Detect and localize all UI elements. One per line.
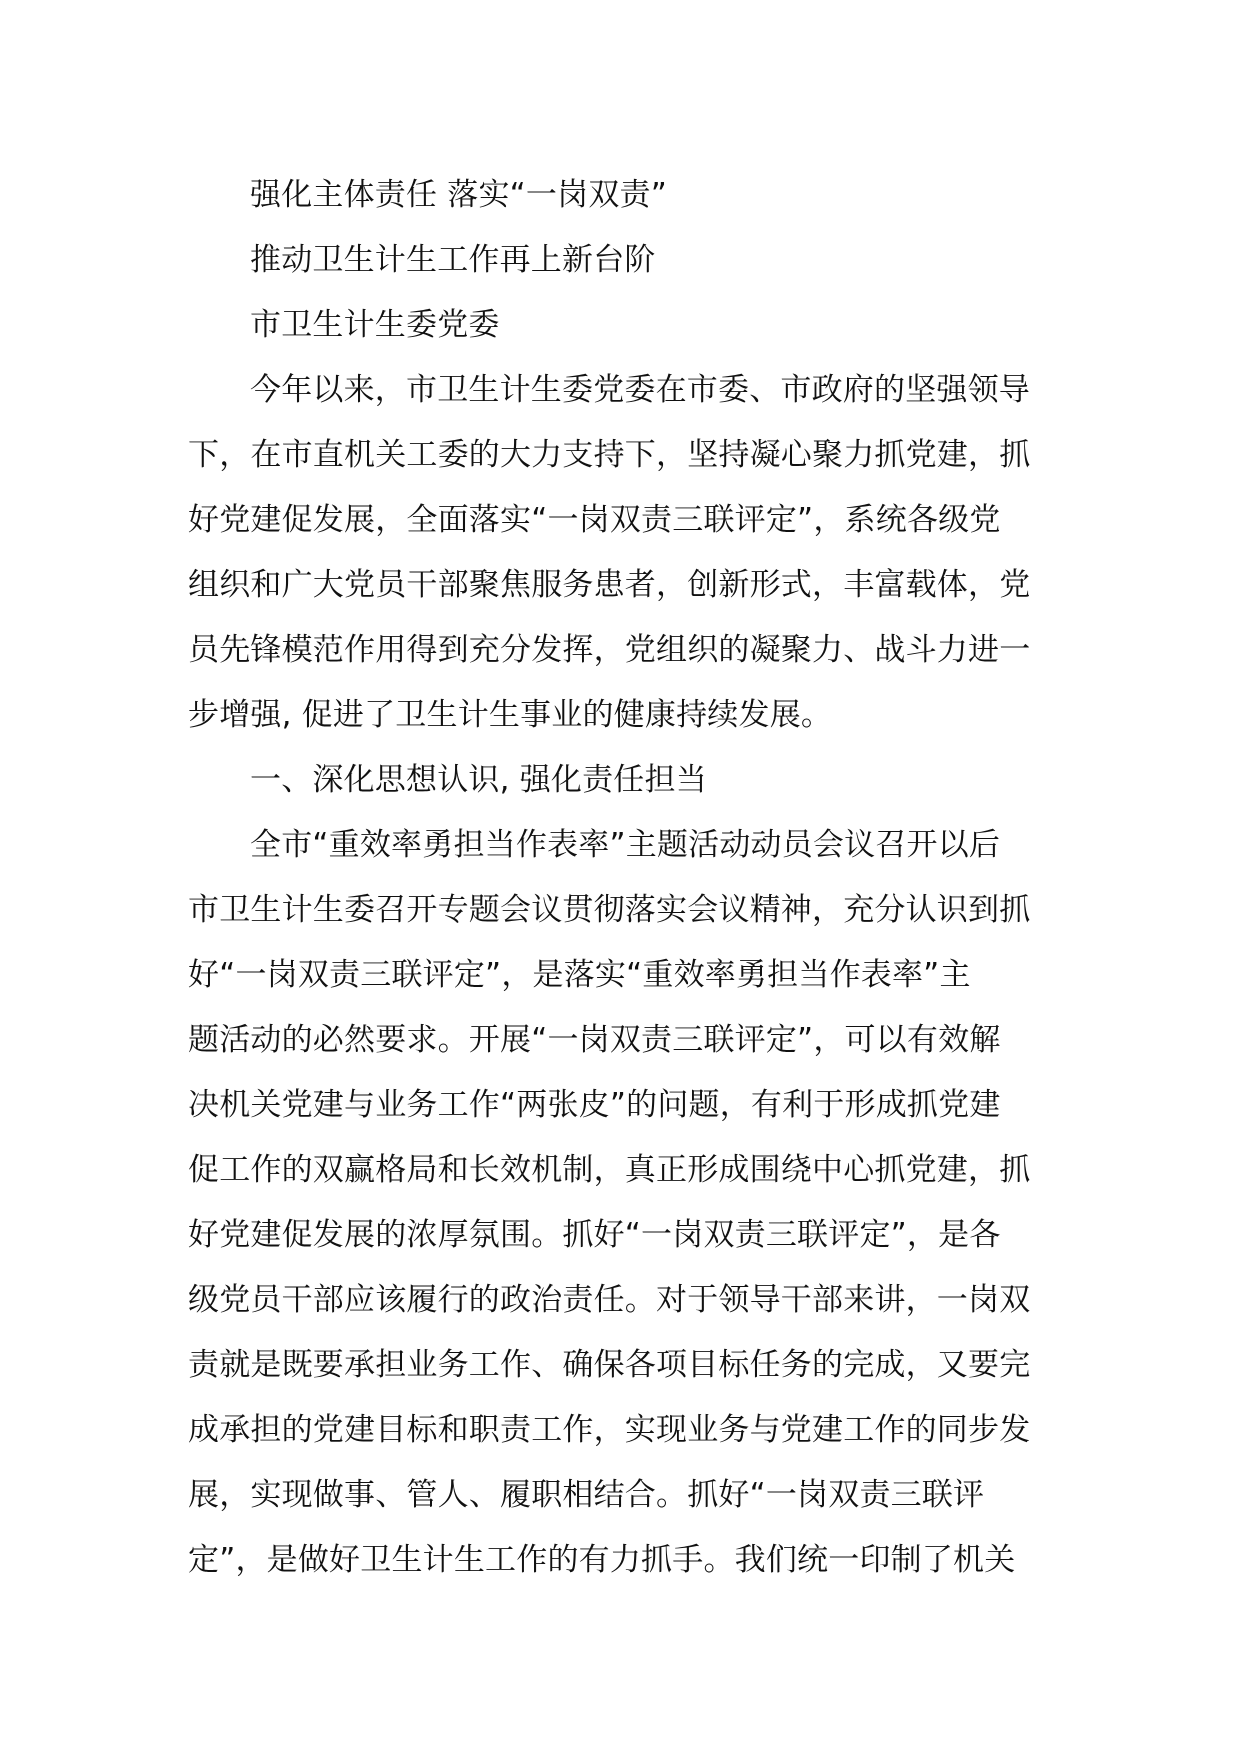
paragraph-2-line-6: 促工作的双赢格局和长效机制，真正形成围绕中心抓党建，抓 [188, 1152, 1031, 1188]
paragraph-2-line-2: 市卫生计生委召开专题会议贯彻落实会议精神，充分认识到抓 [188, 892, 1031, 928]
paragraph-2-line-4: 题活动的必然要求。开展“一岗双责三联评定”，可以有效解 [188, 1022, 1001, 1058]
paragraph-1-line-6: 步增强, 促进了卫生计生事业的健康持续发展。 [188, 697, 833, 733]
title-line-1: 强化主体责任 落实“一岗双责” [250, 177, 667, 213]
paragraph-2-line-5: 决机关党建与业务工作“两张皮”的问题，有利于形成抓党建 [188, 1087, 1001, 1123]
paragraph-1-line-4: 组织和广大党员干部聚焦服务患者，创新形式，丰富载体，党 [188, 567, 1031, 603]
paragraph-2-line-11: 展，实现做事、管人、履职相结合。抓好“一岗双责三联评 [188, 1477, 985, 1513]
paragraph-2-line-12: 定”，是做好卫生计生工作的有力抓手。我们统一印制了机关 [188, 1542, 1016, 1578]
paragraph-1-line-5: 员先锋模范作用得到充分发挥，党组织的凝聚力、战斗力进一 [188, 632, 1031, 668]
paragraph-1-line-1: 今年以来，市卫生计生委党委在市委、市政府的坚强领导 [250, 372, 1030, 408]
paragraph-2-line-3: 好“一岗双责三联评定”，是落实“重效率勇担当作表率”主 [188, 957, 971, 993]
paragraph-2-line-1: 全市“重效率勇担当作表率”主题活动动员会议召开以后 [250, 827, 1001, 863]
title-line-2: 推动卫生计生工作再上新台阶 [250, 242, 656, 278]
paragraph-2-line-9: 责就是既要承担业务工作、确保各项目标任务的完成，又要完 [188, 1347, 1031, 1383]
author-line: 市卫生计生委党委 [250, 307, 500, 343]
paragraph-1-line-2: 下，在市直机关工委的大力支持下，坚持凝心聚力抓党建，抓 [188, 437, 1031, 473]
paragraph-1-line-3: 好党建促发展，全面落实“一岗双责三联评定”，系统各级党 [188, 502, 1001, 538]
document-body [188, 163, 1056, 1593]
section-heading-1: 一、深化思想认识, 强化责任担当 [250, 762, 707, 798]
paragraph-2-line-7: 好党建促发展的浓厚氛围。抓好“一岗双责三联评定”，是各 [188, 1217, 1001, 1253]
paragraph-2-line-8: 级党员干部应该履行的政治责任。对于领导干部来讲，一岗双 [188, 1282, 1031, 1318]
paragraph-2-line-10: 成承担的党建目标和职责工作，实现业务与党建工作的同步发 [188, 1412, 1031, 1448]
